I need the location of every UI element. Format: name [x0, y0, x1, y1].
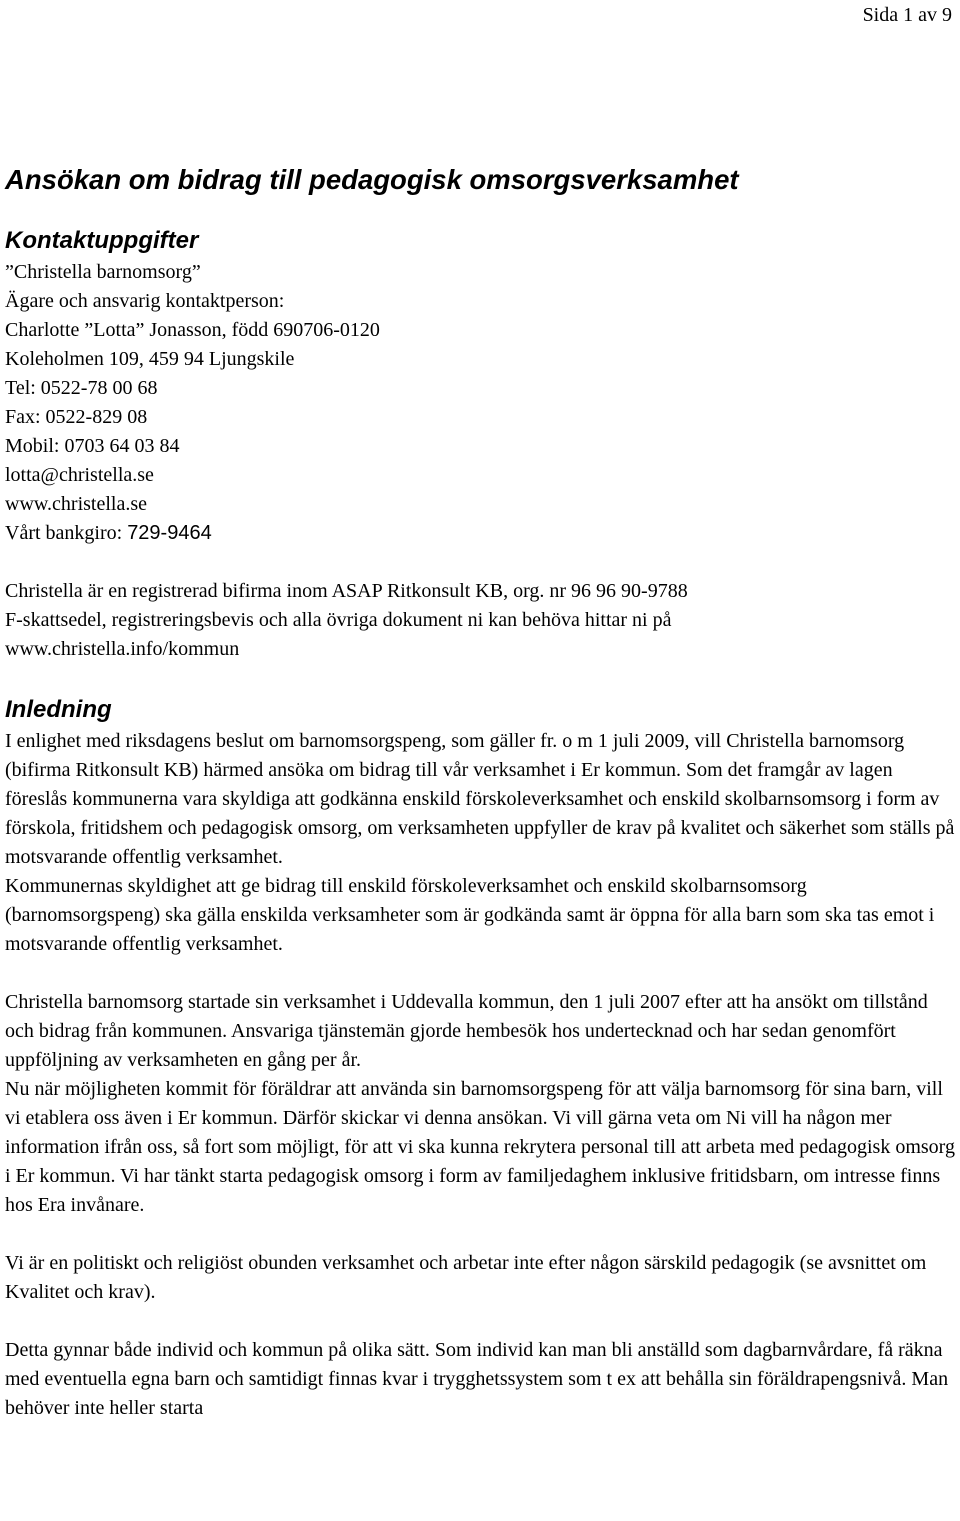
intro-paragraph-6: Detta gynnar både individ och kommun på olika sätt. Som individ kan man bli anställd som dagbarnvårdare, få räkna med eventuella egna barn och samtidigt finnas kvar i trygghetssystem som t ex att behålla sin föräldrapengsnivå. Man behöver inte heller starta — [5, 1339, 949, 1419]
registration-line: Christella är en registrerad bifirma inom ASAP Ritkonsult KB, org. nr 96 96 90-9788 — [5, 580, 688, 602]
contact-owner-label: Ägare och ansvarig kontaktperson: — [5, 290, 285, 312]
contact-fax: Fax: 0522-829 08 — [5, 406, 148, 428]
registration-block — [5, 577, 955, 664]
spacer — [5, 664, 955, 693]
contact-website: www.christella.se — [5, 493, 147, 515]
contact-heading: Kontaktuppgifter — [5, 227, 199, 254]
spacer — [5, 959, 955, 988]
bankgiro-label: Vårt bankgiro: — [5, 522, 128, 544]
contact-bankgiro — [5, 519, 955, 548]
contact-phone: Tel: 0522-78 00 68 — [5, 377, 158, 399]
intro-paragraph-2: Kommunernas skyldighet att ge bidrag till enskild förskoleverksamhet och enskild skolbarnsomsorg (barnomsorgspeng) ska gälla enskilda verksamheter som är godkända samt är öppna för alla barn som ska tas emot i motsvarande offentlig verksamhet. — [5, 875, 935, 955]
contact-owner-name: Charlotte ”Lotta” Jonasson, född 690706-0120 — [5, 319, 380, 341]
spacer — [5, 1220, 955, 1249]
document-title: Ansökan om bidrag till pedagogisk omsorgsverksamhet — [5, 164, 739, 195]
contact-company-name: ”Christella barnomsorg” — [5, 261, 201, 283]
contact-address: Koleholmen 109, 459 94 Ljungskile — [5, 348, 295, 370]
registration-line: www.christella.info/kommun — [5, 638, 240, 660]
contact-block — [5, 258, 955, 548]
intro-paragraph-5: Vi är en politiskt och religiöst obunden verksamhet och arbetar inte efter någon särskild pedagogik (se avsnittet om Kvalitet och krav). — [5, 1252, 927, 1303]
contact-email: lotta@christella.se — [5, 464, 154, 486]
bankgiro-number: 729-9464 — [127, 522, 212, 544]
registration-line: F-skattsedel, registreringsbevis och alla övriga dokument ni kan behöva hittar ni på — [5, 609, 672, 631]
intro-paragraph-4: Nu när möjligheten kommit för föräldrar att använda sin barnomsorgspeng för att välja barnomsorg för sina barn, vill vi etablera oss även i Er kommun. Därför skickar vi denna ansökan. Vi vill gärna veta om Ni vill ha någon mer information ifrån oss, så fort som möjligt, för att vi ska kunna rekrytera personal till att arbeta med pedagogisk omsorg i Er kommun. Vi har tänkt starta pedagogisk omsorg i form av familjedaghem inklusive fritidsbarn, om intresse finns hos Era invånare. — [5, 1078, 955, 1216]
intro-paragraph-1: I enlighet med riksdagens beslut om barnomsorgspeng, som gäller fr. o m 1 juli 2009, vill Christella barnomsorg (bifirma Ritkonsult KB) härmed ansöka om bidrag till vår verksamhet i Er kommun. Som det framgår av lagen föreslås kommunerna vara skyldiga att godkänna enskild förskoleverksamhet och enskild skolbarnsomsorg i form av förskola, fritidshem och pedagogisk omsorg, om verksamheten uppfyller de krav på kvalitet och säkerhet som ställs på motsvarande offentlig verksamhet. — [5, 730, 955, 868]
intro-heading: Inledning — [5, 696, 112, 723]
page-number: Sida 1 av 9 — [862, 4, 952, 26]
spacer — [5, 1307, 955, 1336]
contact-mobile: Mobil: 0703 64 03 84 — [5, 435, 180, 457]
intro-paragraph-3: Christella barnomsorg startade sin verksamhet i Uddevalla kommun, den 1 juli 2007 efter att ha ansökt om tillstånd och bidrag från kommunen. Ansvariga tjänstemän gjorde hembesök hos undertecknad och har sedan genomfört uppföljning av verksamheten en gång per år. — [5, 991, 928, 1071]
document-body — [5, 160, 955, 1423]
spacer — [5, 548, 955, 577]
